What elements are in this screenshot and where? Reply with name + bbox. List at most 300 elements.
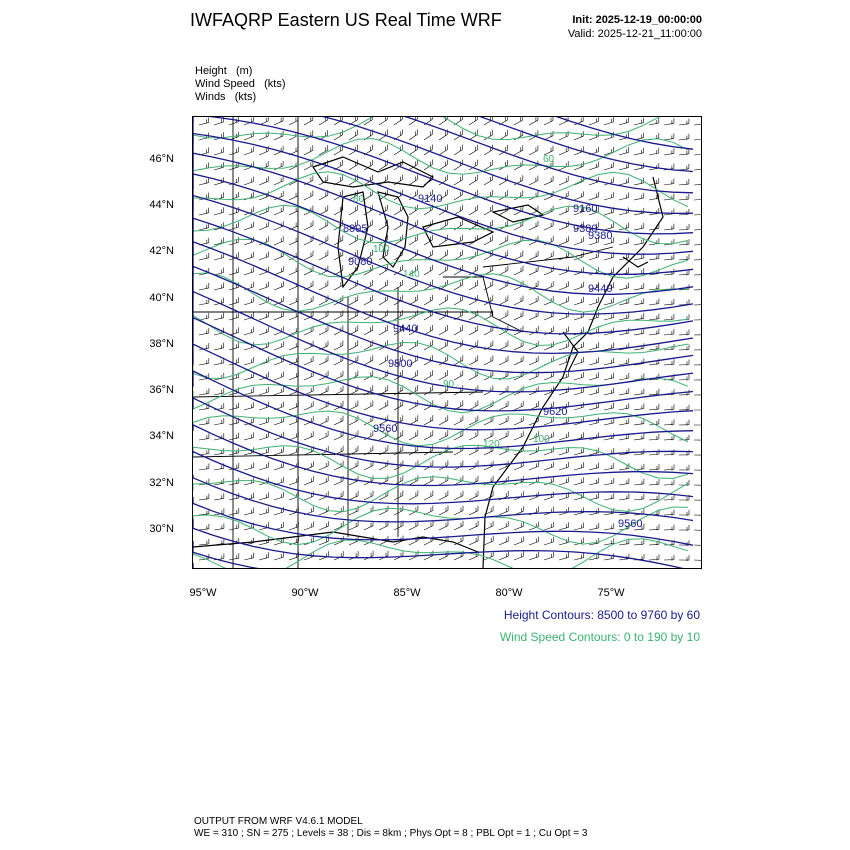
wind-barb (589, 493, 599, 500)
wind-barb (424, 460, 433, 470)
wind-barb (664, 495, 674, 501)
wind-barb (694, 435, 701, 441)
wind-barb (199, 494, 209, 500)
weather-map (192, 116, 702, 569)
wind-barb (679, 480, 689, 486)
wind-barb (364, 506, 373, 515)
wind-barb (214, 132, 224, 140)
wind-barb (274, 341, 283, 350)
wind-barb (424, 295, 433, 305)
wind-barb (499, 401, 508, 410)
wind-barb (259, 387, 269, 395)
wind-barb (439, 295, 448, 305)
wind-barb (454, 521, 463, 530)
wind-barb (319, 326, 328, 335)
wind-barb (424, 430, 433, 440)
wind-barb (604, 403, 614, 410)
wind-barb (469, 506, 478, 515)
wind-barb (604, 523, 614, 530)
wind-barb (604, 373, 614, 380)
height-contour-label: 9620 (543, 406, 568, 418)
wind-barb (214, 448, 224, 455)
footer-model: OUTPUT FROM WRF V4.6.1 MODEL (194, 816, 363, 827)
wind-barb (394, 205, 403, 215)
wind-barb (214, 358, 224, 365)
wind-barb (619, 478, 629, 485)
wind-barb (454, 340, 463, 350)
wind-barb (664, 510, 674, 516)
wind-barb (589, 162, 598, 170)
wind-barb (244, 117, 253, 125)
wind-barb (424, 415, 433, 425)
wind-barb (559, 281, 568, 290)
wind-barb (424, 325, 433, 335)
lat-tick: 40°N (149, 292, 174, 304)
wind-barb (499, 551, 508, 560)
wind-barb (499, 235, 508, 245)
wind-barb (244, 252, 254, 260)
footer-config: WE = 310 ; SN = 275 ; Levels = 38 ; Dis = 8km ; Phys Opt = 8 ; PBL Opt = 1 ; Cu Opt = 3 (194, 828, 588, 839)
wind-contour-label: 90 (443, 379, 455, 390)
wind-barb (349, 401, 358, 411)
wind-barb (694, 179, 701, 185)
height-contour (193, 266, 693, 372)
wind-barb (454, 145, 462, 155)
wind-barb (634, 539, 644, 545)
wind-barb (259, 252, 268, 261)
wind-barb (484, 235, 493, 245)
wind-barb (499, 431, 508, 440)
lat-tick: 36°N (149, 384, 174, 396)
wind-barb (469, 355, 478, 365)
height-contour-label: 9080 (348, 256, 373, 268)
wind-barb (409, 415, 418, 425)
wind-barb (304, 401, 313, 410)
wind-barb (679, 134, 689, 140)
wind-barb (649, 524, 659, 530)
wind-barb (529, 296, 538, 305)
wind-barb (274, 372, 283, 381)
wind-barb (499, 521, 508, 530)
wind-barb (274, 311, 283, 320)
wind-barb (439, 491, 448, 501)
wind-barb (424, 370, 433, 380)
wind-barb (664, 224, 674, 230)
wind-barb (259, 312, 268, 320)
wind-barb (214, 418, 224, 425)
wind-barb (499, 295, 508, 305)
wind-barb (589, 387, 599, 395)
wind-barb (259, 221, 268, 230)
wind-barb (364, 400, 373, 410)
wind-barb (469, 521, 478, 530)
wind-barb (304, 221, 313, 231)
field-winds: Winds (kts) (195, 91, 257, 103)
wind-barb (664, 254, 674, 260)
wind-barb (619, 193, 629, 201)
wind-barb (349, 340, 358, 350)
wind-barb (454, 295, 463, 305)
height-contour-label: 9560 (373, 423, 398, 435)
wind-barb (334, 551, 343, 560)
wind-barb (544, 447, 553, 455)
wind-barb (379, 145, 387, 156)
wind-barb (394, 551, 403, 560)
wind-barb (244, 372, 254, 380)
wind-barb (604, 463, 614, 470)
wind-barb (499, 416, 508, 425)
wind-barb (499, 356, 508, 365)
field-list (195, 65, 285, 104)
wind-barb (529, 311, 538, 320)
wind-barb (469, 446, 478, 455)
wind-barb (634, 404, 644, 411)
wind-barb (364, 190, 373, 200)
wind-barb (319, 521, 328, 530)
wind-barb (319, 431, 328, 440)
wind-barb (214, 237, 224, 245)
wind-barb (649, 314, 659, 320)
wind-barb (334, 341, 343, 351)
wind-barb (679, 375, 689, 381)
wind-barb (679, 450, 689, 456)
wind-barb (454, 175, 463, 185)
wind-barb (454, 491, 463, 500)
wind-barb (319, 461, 328, 470)
wind-barb (244, 432, 254, 440)
wind-barb (319, 386, 328, 395)
wind-barb (379, 355, 388, 365)
wind-barb (319, 117, 328, 125)
wind-barb (484, 175, 493, 185)
valid-time: Valid: 2025-12-21_11:00:00 (567, 28, 702, 40)
wind-barb (304, 191, 313, 201)
wind-barb (634, 479, 644, 485)
wind-barb (514, 117, 523, 125)
wind-barb (199, 117, 209, 125)
wind-barb (214, 493, 224, 500)
wind-barb (259, 282, 268, 290)
wind-barb (199, 148, 209, 156)
wind-barb (334, 416, 343, 425)
wind-barb (694, 239, 701, 245)
wind-barb (664, 329, 674, 335)
wind-barb (199, 253, 209, 260)
wind-barb (574, 282, 583, 290)
wind-barb (364, 491, 373, 500)
wind-barb (334, 130, 343, 140)
wind-barb (229, 508, 239, 515)
wind-barb (274, 281, 283, 290)
wind-barb (454, 325, 463, 335)
wind-barb (694, 360, 701, 366)
wind-barb (634, 148, 644, 155)
wind-barb (664, 419, 674, 425)
wind-barb (454, 415, 463, 425)
wind-barb (589, 463, 599, 470)
wind-barb (604, 297, 614, 305)
height-contour (193, 563, 693, 568)
wind-barb (214, 373, 224, 380)
wind-barb (319, 356, 328, 365)
wind-barb (499, 160, 508, 170)
wind-barb (439, 521, 448, 530)
wind-barb (679, 555, 689, 561)
wind-barb (469, 205, 478, 215)
wind-barb (439, 340, 448, 350)
lon-tick: 95°W (189, 587, 217, 599)
wind-barb (259, 176, 268, 185)
wind-barb (664, 148, 674, 155)
wind-barb (244, 177, 253, 185)
wind-barb (364, 521, 373, 530)
wind-barb (319, 281, 328, 291)
wind-barb (229, 327, 239, 335)
wind-barb (619, 373, 629, 380)
wind-barb (454, 205, 463, 215)
wind-barb (694, 525, 701, 531)
wind-barb (679, 510, 689, 516)
wind-barb (589, 478, 599, 485)
wind-barb (199, 328, 209, 335)
wind-barb (409, 490, 418, 500)
wind-barb (619, 493, 629, 500)
wind-barb (454, 385, 463, 395)
wind-barb (349, 205, 358, 215)
wind-barb (604, 343, 614, 350)
wind-barb (589, 523, 599, 530)
wind-barb (334, 371, 343, 380)
wind-barb (664, 118, 674, 125)
wind-barb (469, 431, 478, 441)
wind-barb (229, 553, 239, 560)
wind-barb (619, 403, 629, 410)
wind-barb (574, 477, 584, 485)
wind-barb (199, 298, 209, 305)
wind-barb (199, 358, 209, 365)
wind-barb (559, 296, 568, 305)
wind-barb (679, 525, 689, 531)
wind-barb (364, 551, 373, 560)
wind-barb (304, 386, 313, 395)
wind-barb (514, 521, 523, 530)
wind-barb (574, 267, 583, 275)
wind-barb (574, 131, 583, 140)
wind-barb (664, 480, 674, 486)
wind-barb (664, 133, 674, 140)
wind-barb (409, 295, 418, 305)
wind-contour-label: 100 (533, 434, 550, 445)
wind-barb (619, 463, 629, 470)
wind-barb (199, 418, 209, 425)
wind-barb (379, 295, 388, 305)
wind-barb (439, 265, 448, 275)
wind-barb (304, 296, 313, 305)
wind-barb (649, 148, 659, 155)
wind-barb (694, 164, 701, 170)
wind-barb (529, 266, 538, 275)
wind-barb (334, 280, 343, 290)
wind-barb (439, 430, 448, 440)
wind-barb (259, 507, 269, 515)
wind-barb (424, 265, 433, 275)
wind-barb (634, 494, 644, 500)
wind-barb (514, 431, 523, 440)
wind-barb (289, 371, 298, 380)
wind-barb (304, 522, 313, 531)
wind-barb (619, 117, 629, 125)
wind-barb (664, 449, 674, 455)
wind-barb (559, 522, 569, 530)
wind-barb (274, 117, 283, 125)
wind-barb (259, 131, 268, 140)
wind-barb (274, 387, 283, 395)
wind-barb (214, 343, 224, 350)
wind-barb (559, 462, 569, 470)
wind-barb (349, 491, 358, 500)
wind-barb (679, 254, 689, 260)
wind-barb (589, 372, 599, 380)
wind-barb (529, 537, 538, 545)
init-time: Init: 2025-12-19_00:00:00 (572, 14, 702, 26)
wind-barb (244, 297, 254, 305)
wind-barb (199, 524, 209, 530)
wind-barb (514, 190, 523, 200)
wind-barb (289, 401, 298, 410)
wind-barb (469, 175, 478, 185)
wind-barb (274, 447, 284, 455)
wind-barb (439, 506, 448, 516)
run-times (568, 13, 702, 41)
wind-barb (469, 280, 478, 290)
height-contour-label: 8995 (343, 223, 368, 235)
wind-barb (424, 491, 433, 501)
wind-barb (439, 325, 448, 335)
wind-barb (289, 117, 298, 125)
wind-barb (694, 270, 701, 276)
height-contour (193, 242, 693, 354)
wind-barb (589, 357, 599, 365)
wind-barb (649, 464, 659, 470)
wind-barb (544, 131, 553, 140)
lat-tick: 44°N (149, 199, 174, 211)
wind-barb (274, 131, 283, 140)
wind-barb (694, 330, 701, 336)
wind-barb (289, 236, 298, 245)
wind-barb (304, 160, 313, 170)
wind-barb (694, 450, 701, 456)
wind-barb (694, 480, 701, 486)
wind-barb (574, 297, 584, 305)
wind-barb (559, 236, 568, 245)
wind-barb (409, 129, 417, 140)
wind-contour-label: 80 (353, 194, 365, 205)
wind-barb (649, 208, 659, 215)
wind-barb (634, 223, 644, 230)
wind-barb (529, 461, 538, 470)
wind-barb (349, 461, 358, 470)
wind-barb (619, 238, 629, 245)
wind-barb (469, 491, 478, 500)
wind-barb (604, 192, 614, 200)
wind-barb (244, 553, 254, 560)
wind-barb (244, 267, 254, 275)
wind-barb (559, 161, 568, 170)
wind-barbs (199, 117, 701, 562)
wind-barb (679, 360, 689, 366)
wind-barb (559, 552, 569, 560)
wind-barb (694, 510, 701, 516)
wind-barb (634, 283, 644, 290)
wind-barb (289, 191, 298, 200)
height-contours (193, 117, 693, 568)
lon-tick: 75°W (597, 587, 625, 599)
model-footer (194, 816, 587, 840)
wind-barb (319, 220, 328, 230)
wind-barb (619, 448, 629, 455)
wind-barb (424, 521, 433, 531)
wind-barb (589, 297, 599, 305)
wind-barb (304, 356, 313, 365)
wind-barb (679, 420, 689, 426)
wind-barb (544, 117, 553, 125)
wind-contour-label: 60 (543, 154, 555, 165)
wind-barb (379, 325, 388, 335)
wind-barb (529, 386, 538, 395)
field-wind-speed: Wind Speed (kts) (195, 78, 286, 90)
wind-barb (469, 325, 478, 335)
wind-barb (274, 266, 283, 275)
wind-barb (664, 555, 674, 561)
wind-barb (529, 251, 538, 260)
wind-barb (469, 117, 477, 125)
wind-barb (499, 536, 508, 545)
wind-barb (679, 465, 689, 471)
wind-barb (424, 160, 432, 171)
height-contour-label: 9500 (388, 358, 413, 370)
wind-barb (454, 370, 463, 380)
wind-barb (664, 464, 674, 470)
wind-barb (664, 299, 674, 305)
wind-barb (589, 538, 599, 545)
wind-barb (379, 400, 388, 410)
wind-barb (259, 327, 268, 335)
wind-barb (694, 149, 701, 155)
wind-barb (439, 460, 448, 470)
wind-barb (604, 117, 614, 125)
wind-barb (379, 506, 388, 515)
wind-barb (679, 224, 689, 230)
wind-barb (229, 117, 238, 125)
wind-barb (454, 461, 463, 471)
wind-barb (694, 465, 701, 471)
wind-barb (364, 295, 373, 305)
wind-barb (259, 432, 269, 440)
wind-barb (619, 283, 629, 290)
wind-barb (679, 179, 689, 185)
wind-barb (364, 370, 373, 380)
wind-barb (574, 237, 583, 245)
wind-barb (214, 253, 224, 261)
wind-barb (589, 342, 599, 350)
wind-barb (694, 255, 701, 261)
wind-barb (619, 418, 629, 425)
wind-barb (454, 506, 463, 515)
wind-barb (574, 372, 584, 380)
wind-barb (199, 313, 209, 320)
wind-barb (649, 554, 659, 560)
wind-barb (469, 536, 478, 545)
